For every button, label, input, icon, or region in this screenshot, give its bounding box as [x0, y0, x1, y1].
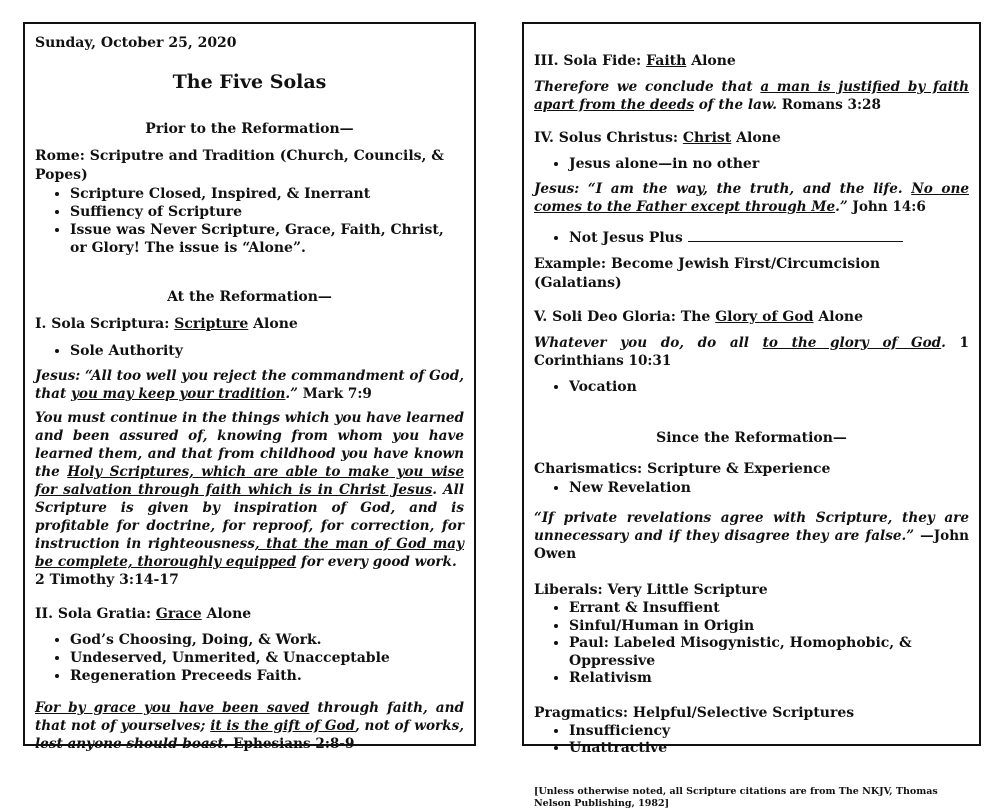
rome-line: Rome: Scriputre and Tradition (Church, Councils, & Popes) — [35, 148, 444, 183]
quote-text: Therefore we conclude that — [534, 79, 761, 95]
heading-underlined: Glory of God — [715, 309, 814, 325]
heading-text: Alone — [813, 309, 863, 325]
list-item: • Relativism — [569, 670, 969, 688]
gloria-list — [534, 378, 969, 396]
solus-christus-heading — [534, 129, 969, 148]
rome-list — [35, 185, 464, 257]
sola-gratia-heading — [35, 605, 464, 624]
heading-text: Alone — [686, 53, 736, 69]
footnote: [Unless otherwise noted, all Scripture citations are from The NKJV, Thomas Nelson Publishing, 1982] — [534, 785, 938, 809]
since-heading: Since the Reformation— — [656, 430, 847, 446]
pragmatics-list — [534, 723, 969, 758]
liberals-line: Liberals: Very Little Scripture — [534, 582, 768, 598]
heading-underlined: Grace — [155, 606, 202, 622]
quote-text: through faith, and that not of yourselves; — [35, 700, 464, 734]
scripture-reference: John 14:6 — [847, 199, 926, 215]
heading-text: Alone — [201, 606, 252, 622]
quote-underlined: to the glory of God — [762, 335, 942, 351]
not-jesus-list — [534, 229, 969, 247]
quote-text: , not of works, lest anyone should boast. — [35, 718, 464, 752]
quote-attribution: —John Owen — [534, 528, 969, 562]
prior-heading: Prior to the Reformation— — [145, 121, 354, 137]
scripture-reference: Ephesians 2:8-9 — [228, 736, 355, 752]
christus-list — [534, 155, 969, 173]
quote-text: . — [941, 335, 946, 351]
list-item: • Scripture Closed, Inspired, & Inerrant — [70, 185, 464, 203]
list-item: • Issue was Never Scripture, Grace, Faith, Christ, or Glory! The issue is “Alone”. — [70, 221, 464, 257]
example-line: Example: Become Jewish First/Circumcision (Galatians) — [534, 256, 881, 291]
john-quote — [534, 180, 969, 216]
list-item: • Paul: Labeled Misogynistic, Homophobic, & Oppressive — [569, 635, 969, 670]
heading-text: III. Sola Fide: — [534, 53, 647, 69]
quote-text: Jesus: “I am the way, the truth, and the life. — [534, 181, 912, 197]
quote-underlined: Holy Scriptures, which are able to make you wise for salvation through faith which is in Christ Jesus — [35, 464, 464, 498]
list-item: • Unattractive — [569, 740, 969, 758]
quote-text: Jesus: “All too well you reject the commandment of God, that — [35, 368, 464, 402]
quote-underlined: , that the man of God may be complete, thoroughly equipped — [35, 536, 464, 570]
list-item: • New Revelation — [569, 479, 969, 497]
quote-underlined: a man is justified by faith apart from the deeds — [534, 79, 969, 113]
list-item: • God’s Choosing, Doing, & Work. — [70, 631, 464, 649]
scripture-reference: 1 Corinthians 10:31 — [534, 335, 969, 369]
quote-underlined: No one comes to the Father except through Me — [534, 181, 969, 215]
list-item: • Vocation — [569, 378, 969, 396]
soli-deo-gloria-heading — [534, 308, 969, 327]
list-item: • Regeneration Preceeds Faith. — [70, 667, 464, 685]
charismatics-list — [534, 479, 969, 497]
scripture-reference: Romans 3:28 — [776, 97, 881, 113]
list-item — [569, 229, 969, 247]
scripture-reference: 2 Timothy 3:14-17 — [35, 572, 179, 588]
timothy-quote — [35, 409, 464, 571]
gratia-list — [35, 631, 464, 685]
charismatics-line: Charismatics: Scripture & Experience — [534, 461, 831, 477]
quote-text: . All Scripture is given by inspiration of God, and is profitable for doctrine, for reproof, for correction, for instruction in righteousness — [35, 482, 464, 552]
list-item: • Sinful/Human in Origin — [569, 618, 969, 636]
heading-text: Alone — [731, 130, 781, 146]
left-panel — [23, 22, 476, 752]
ephesians-quote — [35, 699, 464, 753]
quote-text: .” — [285, 386, 298, 402]
page-title: The Five Solas — [172, 71, 327, 93]
heading-text: IV. Solus Christus: — [534, 130, 683, 146]
list-item: • Errant & Insuffient — [569, 600, 969, 618]
heading-text: II. Sola Gratia: — [35, 606, 156, 622]
quote-underlined: it is the gift of God — [210, 718, 356, 734]
quote-text: Whatever you do, do all — [534, 335, 763, 351]
list-item: • Jesus alone—in no other — [569, 155, 969, 173]
list-item: • Insufficiency — [569, 723, 969, 741]
quote-underlined: you may keep your tradition — [70, 386, 286, 402]
sola-fide-heading — [534, 52, 969, 71]
not-jesus-plus-label: Not Jesus Plus — [569, 230, 688, 246]
quote-text: “If private revelations agree with Scripture, they are unnecessary and if they disagree they are false.” — [534, 510, 969, 544]
quote-text: of the law. — [694, 97, 777, 113]
scriptura-list — [35, 342, 464, 360]
heading-text: Alone — [248, 316, 298, 332]
quote-text: You must continue in the things which you have learned and been assured of, knowing from whom you have learned them, and that from childhood you have known the — [35, 410, 464, 480]
fill-in-blank — [688, 240, 903, 242]
heading-underlined: Faith — [646, 53, 687, 69]
heading-text: I. Sola Scriptura: — [35, 316, 175, 332]
list-item: • Suffiency of Scripture — [70, 203, 464, 221]
quote-text: .” — [835, 199, 848, 215]
romans-quote — [534, 78, 969, 114]
heading-underlined: Scripture — [174, 316, 249, 332]
liberals-list — [534, 600, 969, 688]
sola-scriptura-heading — [35, 315, 464, 334]
quote-text: for every good work. — [296, 554, 457, 570]
list-item: • Undeserved, Unmerited, & Unacceptable — [70, 649, 464, 667]
corinthians-quote — [534, 334, 969, 370]
right-panel — [522, 22, 981, 809]
list-item: • Sole Authority — [70, 342, 464, 360]
quote-underlined: For by grace you have been saved — [35, 700, 310, 716]
heading-underlined: Christ — [682, 130, 732, 146]
scripture-reference: Mark 7:9 — [297, 386, 372, 402]
mark-quote — [35, 367, 464, 403]
heading-text: V. Soli Deo Gloria: The — [534, 309, 716, 325]
pragmatics-line: Pragmatics: Helpful/Selective Scriptures — [534, 704, 855, 721]
at-heading: At the Reformation— — [167, 289, 332, 305]
date-line: Sunday, October 25, 2020 — [35, 35, 237, 51]
owen-quote — [534, 509, 969, 563]
